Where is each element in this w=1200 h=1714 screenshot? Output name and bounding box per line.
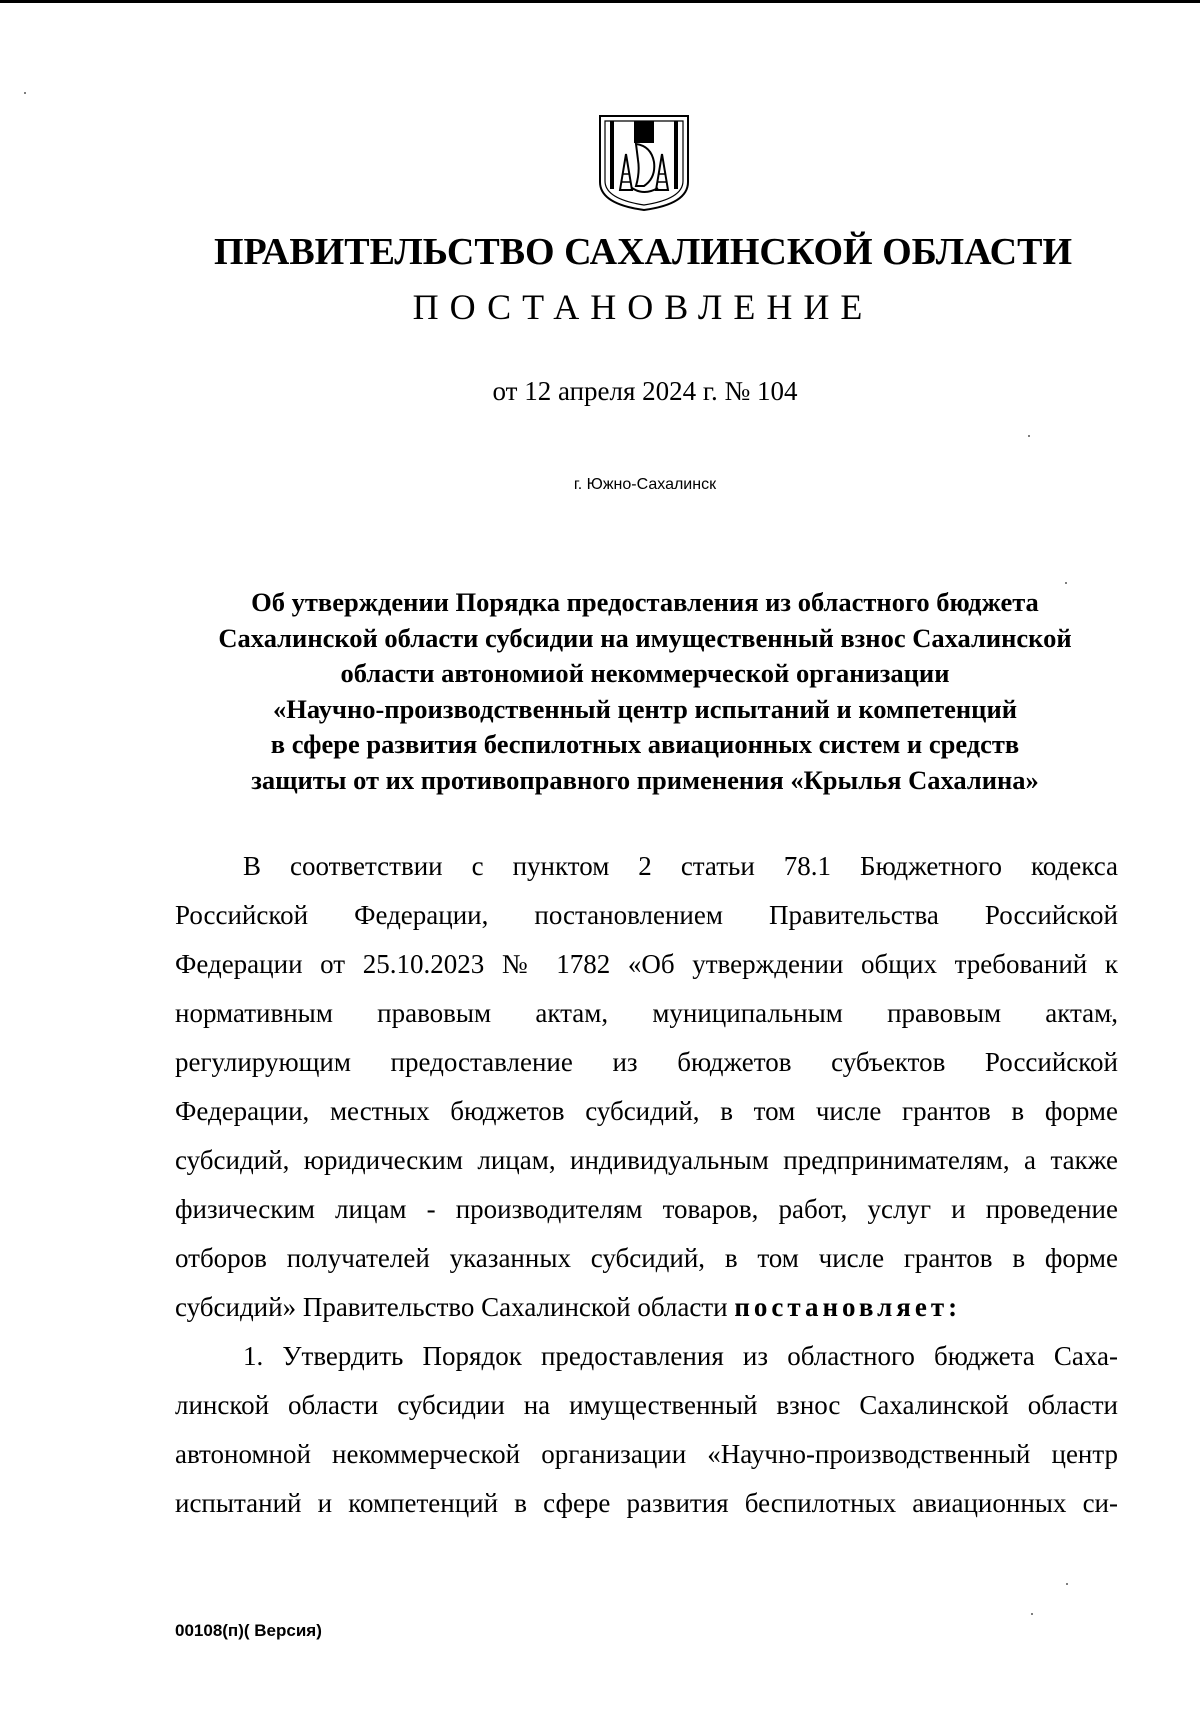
item1-line: линской области субсидии на имущественный взнос Сахалинской области	[175, 1390, 1118, 1420]
preamble-line: Федерации, местных бюджетов субсидий, в том числе грантов в форме	[175, 1096, 1118, 1126]
subject-line: защиты от их противоправного применения «Крылья Сахалина»	[251, 764, 1039, 795]
document-date-number: от 12 апреля 2024 г. № 104	[492, 376, 798, 406]
scan-speck	[1065, 582, 1067, 584]
decree-word: постановляет:	[734, 1292, 962, 1322]
item1-line: автономной некоммерческой организации «Научно-производственный центр	[175, 1439, 1118, 1469]
preamble-line: В соответствии с пунктом 2 статьи 78.1 Бюджетного кодекса	[243, 851, 1118, 881]
item1-line: 1. Утвердить Порядок предоставления из областного бюджета Саха-	[243, 1341, 1118, 1371]
subject-line: Об утверждении Порядка предоставления из областного бюджета	[251, 587, 1039, 617]
preamble-last-line	[175, 1283, 1118, 1332]
subject-line: области автономиой некоммерческой организации	[340, 658, 950, 688]
preamble-line: нормативным правовым актам, муниципальным правовым актам,	[175, 998, 1118, 1028]
subject-line: в сфере развития беспилотных авиационных систем и средств	[270, 729, 1020, 759]
scan-speck	[1028, 435, 1030, 437]
preamble-last-text: субсидий» Правительство Сахалинской области	[175, 1292, 735, 1322]
document-type: ПОСТАНОВЛЕНИЕ	[412, 287, 874, 327]
preamble-line: субсидий, юридическим лицам, индивидуальным предпринимателям, а также	[175, 1145, 1118, 1175]
document-body	[175, 842, 1118, 1528]
document-subject	[0, 585, 1200, 798]
scan-speck	[1066, 1583, 1068, 1585]
subject-line: Сахалинской области субсидии на имущественный взнос Сахалинской	[218, 622, 1072, 653]
preamble-line: отборов получателей указанных субсидий, в том числе грантов в форме	[175, 1243, 1118, 1273]
sakhalin-coat-of-arms-emblem	[596, 112, 692, 212]
preamble-line: физическим лицам - производителям товаров, работ, услуг и проведение	[175, 1194, 1118, 1224]
item1-line: испытаний и компетенций в сфере развития беспилотных авиационных си-	[175, 1488, 1118, 1518]
page-top-border	[0, 0, 1200, 3]
subject-line: «Научно-производственный центр испытаний и компетенций	[273, 693, 1017, 724]
footer-document-code: 00108(п)( Версия)	[175, 1621, 322, 1640]
preamble-line: Российской Федерации, постановлением Правительства Российской	[175, 900, 1118, 930]
scan-speck	[1031, 1613, 1033, 1615]
government-title: ПРАВИТЕЛЬСТВО САХАЛИНСКОЙ ОБЛАСТИ	[213, 231, 1073, 273]
preamble-line: регулирующим предоставление из бюджетов субъектов Российской	[175, 1047, 1118, 1077]
document-city: г. Южно-Сахалинск	[573, 476, 717, 493]
preamble-line: Федерации от 25.10.2023 № 1782 «Об утверждении общих требований к	[175, 949, 1118, 979]
scan-speck	[24, 92, 26, 94]
